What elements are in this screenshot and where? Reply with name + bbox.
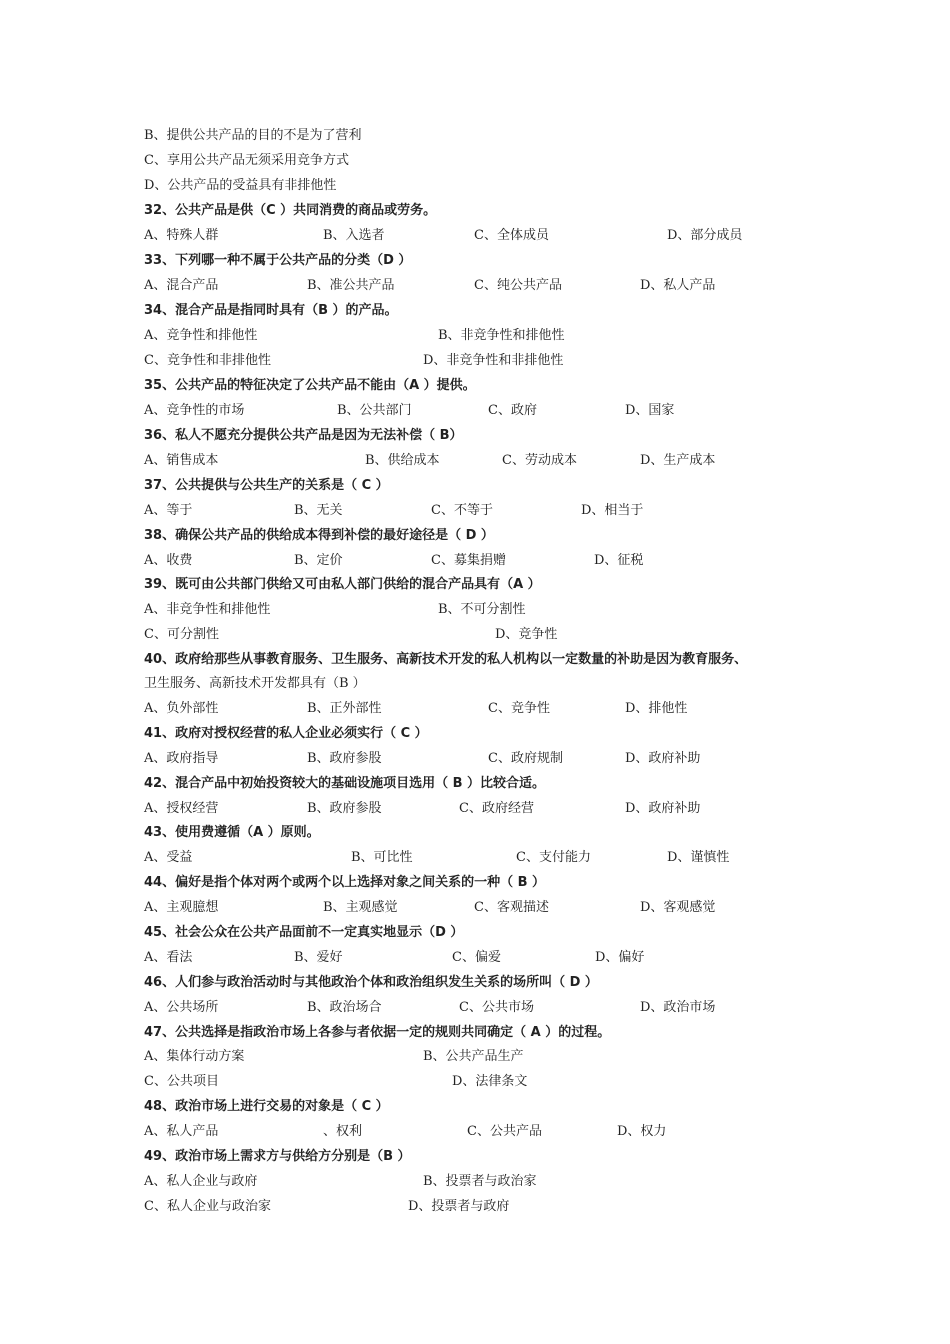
option-text: A、等于 bbox=[144, 503, 193, 518]
question-text: 39、既可由公共部门供给又可由私人部门供给的混合产品具有（A ） bbox=[144, 577, 541, 592]
option-row bbox=[144, 599, 844, 621]
option-text: A、受益 bbox=[144, 850, 193, 865]
option-text: D、部分成员 bbox=[667, 228, 743, 243]
option-text: D、国家 bbox=[625, 403, 675, 418]
option-row bbox=[144, 450, 844, 472]
question-text: 42、混合产品中初始投资较大的基础设施项目选用（ B ）比较合适。 bbox=[144, 776, 546, 791]
option-text: B、爱好 bbox=[294, 950, 343, 965]
option-text: B、提供公共产品的目的不是为了营利 bbox=[144, 128, 362, 143]
option-text: A、收费 bbox=[144, 553, 193, 568]
option-text: C、支付能力 bbox=[516, 850, 591, 865]
option-row bbox=[144, 624, 844, 646]
option-row bbox=[144, 1171, 844, 1193]
question-text: 43、使用费遵循（A ）原则。 bbox=[144, 825, 320, 840]
option-text: D、生产成本 bbox=[640, 453, 716, 468]
option-text: B、定价 bbox=[294, 553, 343, 568]
option-text: B、政府参股 bbox=[307, 751, 382, 766]
option-text: B、准公共产品 bbox=[307, 278, 395, 293]
option-text: D、竞争性 bbox=[495, 627, 558, 642]
option-text: B、政治场合 bbox=[307, 1000, 382, 1015]
option-text: B、入选者 bbox=[323, 228, 385, 243]
question-text: 38、确保公共产品的供给成本得到补偿的最好途径是（ D ） bbox=[144, 528, 494, 543]
option-row bbox=[144, 673, 844, 695]
option-row bbox=[144, 798, 844, 820]
option-text: A、销售成本 bbox=[144, 453, 219, 468]
option-text: B、供给成本 bbox=[365, 453, 440, 468]
option-text: B、投票者与政治家 bbox=[423, 1174, 537, 1189]
option-text: C、竞争性和非排他性 bbox=[144, 353, 271, 368]
option-row bbox=[144, 125, 844, 147]
option-text: C、竞争性 bbox=[488, 701, 550, 716]
option-text: D、政治市场 bbox=[640, 1000, 716, 1015]
option-text: B、非竞争性和排他性 bbox=[438, 328, 565, 343]
option-text: A、特殊人群 bbox=[144, 228, 219, 243]
option-text: A、负外部性 bbox=[144, 701, 219, 716]
option-text: A、授权经营 bbox=[144, 801, 219, 816]
option-text: B、主观感觉 bbox=[323, 900, 398, 915]
option-row bbox=[144, 1046, 844, 1068]
option-text: B、可比性 bbox=[351, 850, 413, 865]
option-text: C、享用公共产品无须采用竞争方式 bbox=[144, 153, 349, 168]
question-text: 35、公共产品的特征决定了公共产品不能由（A ）提供。 bbox=[144, 378, 476, 393]
option-text: C、劳动成本 bbox=[502, 453, 577, 468]
question-text: 34、混合产品是指同时具有（B ）的产品。 bbox=[144, 303, 398, 318]
option-text: B、无关 bbox=[294, 503, 343, 518]
option-text: 卫生服务、高新技术开发都具有（B ） bbox=[144, 676, 366, 691]
option-text: C、偏爱 bbox=[452, 950, 501, 965]
option-text: B、政府参股 bbox=[307, 801, 382, 816]
option-text: C、全体成员 bbox=[474, 228, 549, 243]
question-text: 48、政治市场上进行交易的对象是（ C ） bbox=[144, 1099, 389, 1114]
option-text: C、私人企业与政治家 bbox=[144, 1199, 271, 1214]
option-text: D、征税 bbox=[594, 553, 644, 568]
option-text: C、不等于 bbox=[431, 503, 493, 518]
option-text: C、公共项目 bbox=[144, 1074, 219, 1089]
option-text: D、排他性 bbox=[625, 701, 688, 716]
option-text: A、公共场所 bbox=[144, 1000, 219, 1015]
option-text: A、集体行动方案 bbox=[144, 1049, 245, 1064]
option-text: D、相当于 bbox=[581, 503, 644, 518]
option-row bbox=[144, 1121, 844, 1143]
option-text: A、竞争性和排他性 bbox=[144, 328, 258, 343]
option-text: D、客观感觉 bbox=[640, 900, 716, 915]
option-row bbox=[144, 225, 844, 247]
option-row bbox=[144, 350, 844, 372]
option-text: C、可分割性 bbox=[144, 627, 219, 642]
question-text: 45、社会公众在公共产品面前不一定真实地显示（D ） bbox=[144, 925, 464, 940]
question-text: 44、偏好是指个体对两个或两个以上选择对象之间关系的一种（ B ） bbox=[144, 875, 546, 890]
option-row bbox=[144, 997, 844, 1019]
question-text: 36、私人不愿充分提供公共产品是因为无法补偿（ B） bbox=[144, 428, 463, 443]
option-text: B、公共产品生产 bbox=[423, 1049, 524, 1064]
option-text: D、偏好 bbox=[595, 950, 645, 965]
option-text: C、公共市场 bbox=[459, 1000, 534, 1015]
option-text: B、公共部门 bbox=[337, 403, 412, 418]
option-text: D、谨慎性 bbox=[667, 850, 730, 865]
option-text: A、私人产品 bbox=[144, 1124, 219, 1139]
question-text: 32、公共产品是供（C ）共同消费的商品或劳务。 bbox=[144, 203, 437, 218]
option-row bbox=[144, 175, 844, 197]
option-text: A、竞争性的市场 bbox=[144, 403, 245, 418]
option-text: B、正外部性 bbox=[307, 701, 382, 716]
option-row bbox=[144, 500, 844, 522]
option-text: D、公共产品的受益具有非排他性 bbox=[144, 178, 337, 193]
option-text: B、不可分割性 bbox=[438, 602, 526, 617]
option-text: D、法律条文 bbox=[452, 1074, 528, 1089]
option-row bbox=[144, 847, 844, 869]
question-text: 33、下列哪一种不属于公共产品的分类（D ） bbox=[144, 253, 412, 268]
option-row bbox=[144, 150, 844, 172]
option-row bbox=[144, 947, 844, 969]
option-text: A、主观臆想 bbox=[144, 900, 219, 915]
option-text: D、政府补助 bbox=[625, 801, 701, 816]
option-text: D、权力 bbox=[617, 1124, 667, 1139]
option-text: C、政府经营 bbox=[459, 801, 534, 816]
question-text: 49、政治市场上需求方与供给方分别是（B ） bbox=[144, 1149, 411, 1164]
option-text: A、政府指导 bbox=[144, 751, 219, 766]
option-text: D、政府补助 bbox=[625, 751, 701, 766]
option-row bbox=[144, 1071, 844, 1093]
option-row bbox=[144, 1196, 844, 1218]
option-text: C、公共产品 bbox=[467, 1124, 542, 1139]
option-text: C、募集捐赠 bbox=[431, 553, 506, 568]
option-row bbox=[144, 698, 844, 720]
option-row bbox=[144, 550, 844, 572]
question-text: 41、政府对授权经营的私人企业必须实行（ C ） bbox=[144, 726, 428, 741]
option-text: D、私人产品 bbox=[640, 278, 716, 293]
question-text: 47、公共选择是指政治市场上各参与者依据一定的规则共同确定（ A ）的过程。 bbox=[144, 1025, 611, 1040]
option-row bbox=[144, 275, 844, 297]
option-text: A、看法 bbox=[144, 950, 193, 965]
option-row bbox=[144, 748, 844, 770]
option-text: A、混合产品 bbox=[144, 278, 219, 293]
option-text: D、投票者与政府 bbox=[408, 1199, 510, 1214]
option-text: A、非竞争性和排他性 bbox=[144, 602, 271, 617]
option-text: C、政府规制 bbox=[488, 751, 563, 766]
question-text: 46、人们参与政治活动时与其他政治个体和政治组织发生关系的场所叫（ D ） bbox=[144, 975, 598, 990]
question-text: 40、政府给那些从事教育服务、卫生服务、高新技术开发的私人机构以一定数量的补助是因为教育服务、 bbox=[144, 652, 748, 667]
option-text: C、纯公共产品 bbox=[474, 278, 562, 293]
option-row bbox=[144, 325, 844, 347]
option-row bbox=[144, 897, 844, 919]
question-text: 37、公共提供与公共生产的关系是（ C ） bbox=[144, 478, 389, 493]
option-text: C、政府 bbox=[488, 403, 537, 418]
option-text: D、非竞争性和非排他性 bbox=[423, 353, 564, 368]
option-text: C、客观描述 bbox=[474, 900, 549, 915]
option-text: A、私人企业与政府 bbox=[144, 1174, 258, 1189]
option-row bbox=[144, 400, 844, 422]
option-text: 、权利 bbox=[323, 1124, 363, 1139]
